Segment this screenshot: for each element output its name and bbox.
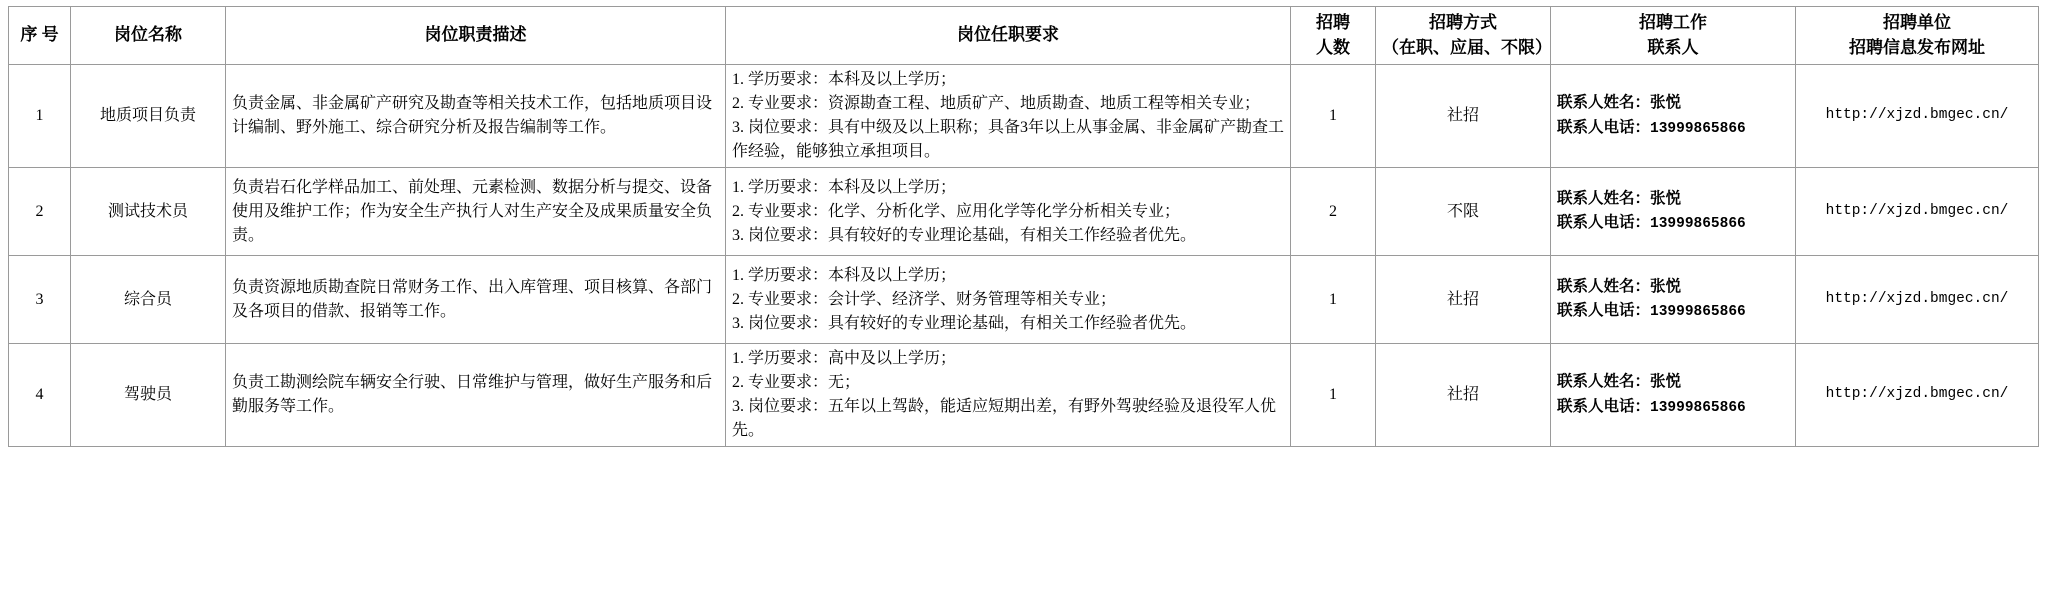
header-recruit-method-line1: 招聘方式 [1429,12,1497,32]
header-row [9,7,2039,65]
contact-name: 联系人姓名：张悦 [1557,373,1682,390]
requirement-line: 1. 学历要求：本科及以上学历； [732,266,957,284]
table-row [9,256,2039,344]
requirement-line: 3. 岗位要求：具有中级及以上职称；具备3年以上从事金属、非金属矿产勘查工作经验，能够独立承担项目。 [732,119,1285,160]
cell-position-name: 地质项目负责 [71,65,226,168]
contact-phone [1557,211,1789,236]
contact-name: 联系人姓名：张悦 [1557,189,1682,207]
cell-url[interactable]: http://xjzd.bmgec.cn/ [1796,344,2039,447]
header-recruit-method [1376,7,1551,65]
cell-position-name: 测试技术员 [71,168,226,256]
cell-requirements [726,256,1291,344]
requirement-line: 2. 专业要求：无； [732,374,861,391]
header-unit-line1: 招聘单位 [1883,12,1951,32]
cell-requirements [726,168,1291,256]
cell-duty: 负责岩石化学样品加工、前处理、元素检测、数据分析与提交、设备使用及维护工作；作为安全生产执行人对生产安全及成果质量安全负责。 [226,168,726,256]
contact-name: 联系人姓名：张悦 [1557,277,1682,295]
cell-no: 1 [9,65,71,168]
cell-headcount: 1 [1291,344,1376,447]
table-header [9,7,2039,65]
recruitment-table [8,6,2039,447]
requirement-line: 2. 专业要求：会计学、经济学、财务管理等相关专业； [732,290,1117,308]
contact-phone-number: 13999865866 [1650,304,1746,321]
cell-contact [1551,168,1796,256]
header-unit-url [1796,7,2039,65]
cell-headcount: 1 [1291,65,1376,168]
contact-phone [1557,299,1789,324]
contact-phone-label: 联系人电话： [1557,214,1651,232]
cell-position-name: 综合员 [71,256,226,344]
header-headcount [1291,7,1376,65]
table-row [9,168,2039,256]
cell-no: 2 [9,168,71,256]
cell-contact [1551,344,1796,447]
header-requirements: 岗位任职要求 [726,7,1291,65]
cell-no: 3 [9,256,71,344]
requirement-line: 1. 学历要求：本科及以上学历； [732,71,957,88]
cell-requirements [726,65,1291,168]
cell-duty: 负责金属、非金属矿产研究及勘查等相关技术工作，包括地质项目设计编制、野外施工、综合研究分析及报告编制等工作。 [226,65,726,168]
cell-url[interactable]: http://xjzd.bmgec.cn/ [1796,65,2039,168]
header-contact [1551,7,1796,65]
cell-duty: 负责资源地质勘查院日常财务工作、出入库管理、项目核算、各部门及各项目的借款、报销等工作。 [226,256,726,344]
cell-contact [1551,256,1796,344]
contact-phone-label: 联系人电话： [1557,118,1651,136]
contact-phone-number: 13999865866 [1650,399,1746,416]
contact-phone [1557,116,1789,141]
cell-url[interactable]: http://xjzd.bmgec.cn/ [1796,168,2039,256]
requirement-line: 1. 学历要求：本科及以上学历； [732,178,957,196]
requirement-line: 3. 岗位要求：具有较好的专业理论基础，有相关工作经验者优先。 [732,314,1197,332]
header-contact-line2: 联系人 [1647,37,1699,57]
cell-headcount: 2 [1291,168,1376,256]
header-headcount-line2: 人数 [1316,37,1350,57]
header-unit-line2: 招聘信息发布网址 [1849,37,1985,57]
cell-no: 4 [9,344,71,447]
header-recruit-method-line2: （在职、应届、不限） [1382,37,1552,57]
cell-recruit-method: 社招 [1376,256,1551,344]
requirement-line: 2. 专业要求：资源勘查工程、地质矿产、地质勘查、地质工程等相关专业； [732,95,1261,112]
cell-headcount: 1 [1291,256,1376,344]
cell-duty: 负责工勘测绘院车辆安全行驶、日常维护与管理，做好生产服务和后勤服务等工作。 [226,344,726,447]
cell-recruit-method: 社招 [1376,65,1551,168]
requirement-line: 3. 岗位要求：具有较好的专业理论基础，有相关工作经验者优先。 [732,226,1197,244]
contact-phone-label: 联系人电话： [1557,397,1651,415]
table-row [9,65,2039,168]
header-duty-description: 岗位职责描述 [226,7,726,65]
header-headcount-line1: 招聘 [1316,12,1350,32]
header-position-name: 岗位名称 [71,7,226,65]
contact-phone [1557,395,1789,420]
header-no: 序 号 [9,7,71,65]
cell-url[interactable]: http://xjzd.bmgec.cn/ [1796,256,2039,344]
contact-name: 联系人姓名：张悦 [1557,94,1682,111]
cell-contact [1551,65,1796,168]
cell-requirements [726,344,1291,447]
cell-recruit-method: 不限 [1376,168,1551,256]
table-row [9,344,2039,447]
requirement-line: 2. 专业要求：化学、分析化学、应用化学等化学分析相关专业； [732,202,1181,220]
contact-phone-label: 联系人电话： [1557,302,1651,320]
requirement-line: 3. 岗位要求：五年以上驾龄，能适应短期出差，有野外驾驶经验及退役军人优先。 [732,398,1277,439]
contact-phone-number: 13999865866 [1650,120,1746,137]
header-contact-line1: 招聘工作 [1639,12,1707,32]
cell-position-name: 驾驶员 [71,344,226,447]
table-body [9,65,2039,447]
requirement-line: 1. 学历要求：高中及以上学历； [732,350,957,367]
cell-recruit-method: 社招 [1376,344,1551,447]
contact-phone-number: 13999865866 [1650,216,1746,233]
